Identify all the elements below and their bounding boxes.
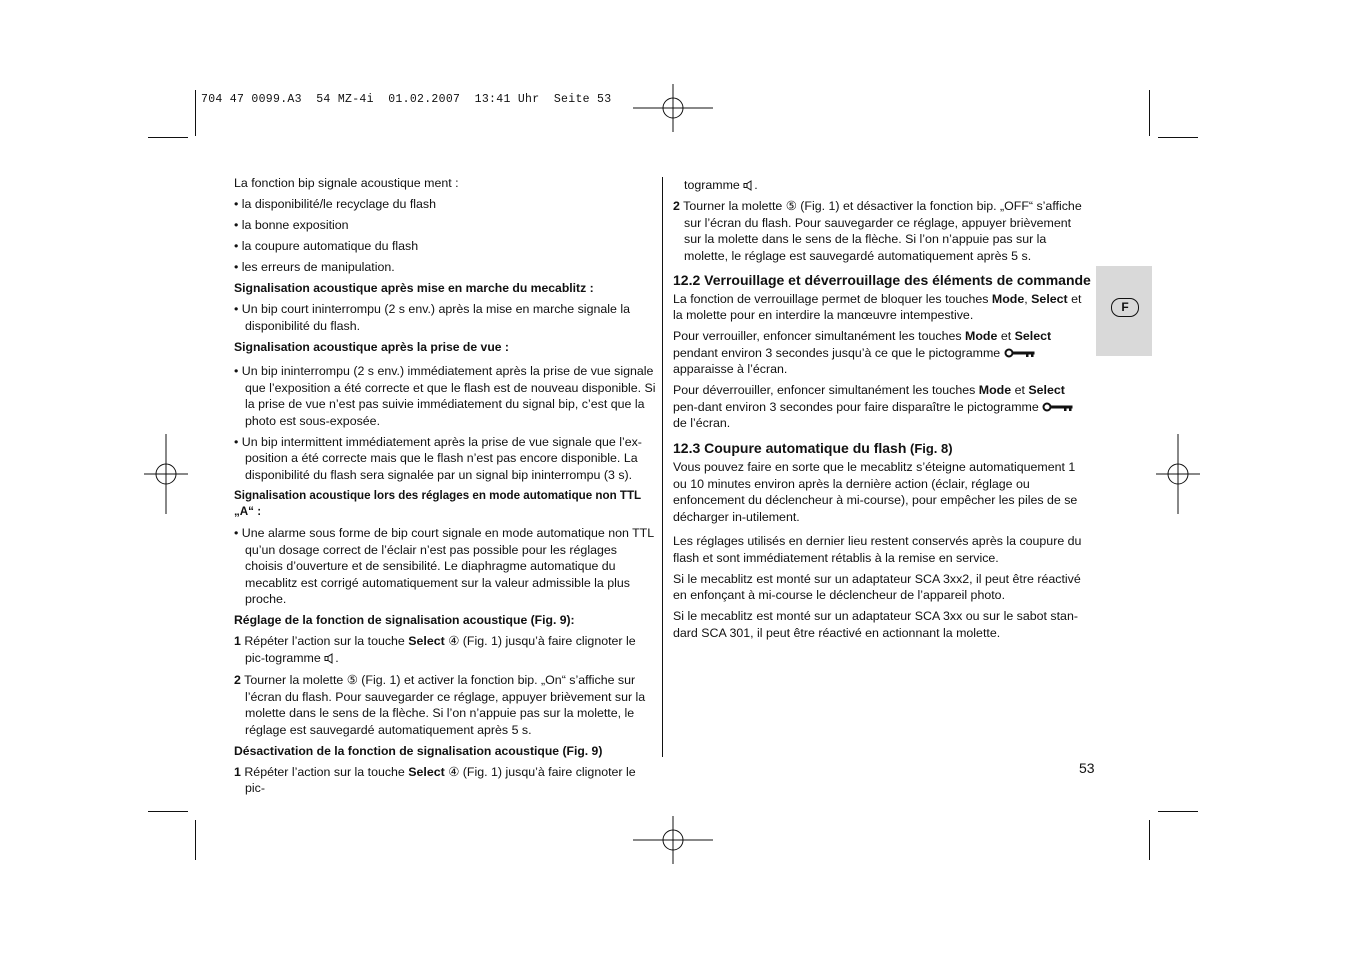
step-text: Tourner la molette ⑤ (Fig. 1) et activer la fonction bip. „On“ s’affiche sur l’écran du flash. Pour sauvegarder ce réglage, appuyer brièvement sur la molette dans le sens de la flèche. Si l’on n’appuie pas sur la molette, le réglage est sauvegardé automatiquement après 5 s.	[240, 673, 646, 737]
step-item	[234, 672, 658, 738]
step-text: ④ (Fig. 1) jusqu’à faire clignoter le pic-	[245, 764, 636, 795]
crop-mark	[195, 90, 196, 136]
step-text: Répéter l’action sur la touche	[240, 764, 409, 779]
speaker-icon	[324, 653, 335, 664]
list-item: • Un bip intermittent immédiatement après la prise de vue signale que l’ex-position a été correcte mais que le flash n’est pas encore disponible. La disponibilité du flash sera signalée par un signal bip ininterrompu (3 s).	[234, 434, 642, 482]
step-item	[673, 198, 1091, 264]
step-text: .	[335, 650, 339, 665]
list-item: • Un bip ininterrompu (2 s env.) immédiatement après la prise de vue signale que l’exposition a été correcte et que le flash est de nouveau disponible. Si la prise de vue n’est pas suivie immédiatement du signal bip, c’est que la photo est sous-exposée.	[234, 364, 656, 428]
section-title: 12.2 Verrouillage et déverrouillage des éléments de commande	[673, 272, 1091, 288]
registration-mark-icon	[633, 800, 713, 880]
section-heading: Réglage de la fonction de signalisation acoustique (Fig. 9):	[234, 613, 575, 627]
left-column	[234, 175, 658, 801]
paragraph: Si le mecablitz est monté sur un adaptateur SCA 3xx ou sur le sabot stan-dard SCA 301, il peut être réactivé en actionnant la molette.	[673, 609, 1078, 640]
crop-mark	[1149, 90, 1150, 136]
select-key-label: Select	[408, 634, 445, 648]
print-header: 704 47 0099.A3 54 MZ-4i 01.02.2007 13:41 Uhr Seite 53	[201, 93, 612, 106]
list-item: • Un bip court ininterrompu (2 s env.) après la mise en marche signale la disponibilité du flash.	[234, 302, 630, 333]
step-item	[234, 764, 658, 797]
page-number: 53	[1079, 760, 1095, 776]
step-number: 1	[234, 764, 241, 779]
crop-mark	[1149, 820, 1150, 860]
paragraph: Les réglages utilisés en dernier lieu restent conservés après la coupure du flash et sont immédiatement rétablis à la remise en service.	[673, 534, 1082, 565]
paragraph: Si le mecablitz est monté sur un adaptateur SCA 3xx2, il peut être réactivé en enfonçant à mi-course le déclencheur de l’appareil photo.	[673, 571, 1081, 602]
registration-mark-icon	[1138, 434, 1218, 514]
step-item	[234, 633, 658, 666]
select-key-label: Select	[1028, 383, 1065, 397]
speaker-icon	[743, 180, 754, 191]
paragraph: La fonction de verrouillage permet de bloquer les touches Mode, Select et la molette pour en interdire la manœuvre intempestive.	[673, 291, 1082, 322]
crop-mark	[1158, 137, 1198, 138]
list-item: • la bonne exposition	[234, 218, 349, 232]
select-key-label: Select	[408, 764, 445, 779]
language-tab	[1096, 266, 1152, 356]
crop-mark	[1158, 811, 1198, 812]
crop-mark	[195, 820, 196, 860]
crop-mark	[148, 811, 188, 812]
column-divider	[662, 177, 663, 757]
key-icon	[1042, 402, 1074, 412]
mode-key-label: Mode	[991, 291, 1025, 306]
step-text: Tourner la molette ⑤ (Fig. 1) et désactiver la fonction bip. „OFF“ s’affiche sur l’écran du flash. Pour sauvegarder ce réglage, appuyer brièvement sur la molette dans le sens de la flèche. Si l’on n’appuie pas sur la molette, le réglage est sauvegardé automatiquement après 5 s.	[679, 199, 1082, 263]
step-text: ④ (Fig. 1) jusqu’à faire clignoter le pic-togramme	[245, 634, 636, 665]
step-number: 1	[234, 634, 241, 648]
select-key-label: Select	[1031, 291, 1068, 306]
intro-text: La fonction bip signale acoustique ment :	[234, 176, 459, 190]
step-text: .	[754, 178, 758, 192]
step-text: Répéter l’action sur la touche	[240, 634, 409, 648]
list-item: • la disponibilité/le recyclage du flash	[234, 197, 437, 211]
step-number: 2	[673, 199, 680, 213]
registration-mark-icon	[633, 68, 713, 148]
select-key-label: Select	[1014, 329, 1052, 343]
paragraph: Vous pouvez faire en sorte que le mecablitz s’éteigne automatiquement 1 ou 10 minutes environ après la dernière action (éclair, réglage ou enfoncement du déclencheur à mi-course), pour empêcher les piles de se décharger in-utilement.	[673, 460, 1078, 524]
step-continuation	[673, 177, 1091, 194]
paragraph: Pour verrouiller, enfoncer simultanément les touches Mode et Select pendant environ 3 secondes jusqu’à ce que le pictogramme apparaisse à l’écran.	[673, 329, 1052, 376]
list-item: • les erreurs de manipulation.	[234, 260, 395, 274]
mode-key-label: Mode	[965, 329, 998, 343]
registration-mark-icon	[126, 434, 206, 514]
section-title: 12.3 Coupure automatique du flash (Fig. 8)	[673, 439, 953, 456]
crop-mark	[148, 137, 188, 138]
section-heading: Signalisation acoustique après la prise de vue :	[234, 339, 509, 354]
paragraph: Pour déverrouiller, enfoncer simultanément les touches Mode et Select pen-dant environ 3 secondes pour faire disparaître le pictogramme de l’écran.	[673, 382, 1091, 432]
list-item: • Une alarme sous forme de bip court signale en mode automatique non TTL qu’un dosage correct de l’éclair n’est pas possible pour les réglages choisis d’ouverture et de sensibilité. Le diaphragme automatique du mecablitz est corrigé automatiquement sur la valeur admissible la plus proche.	[234, 526, 654, 606]
key-icon	[1004, 348, 1036, 358]
section-heading: Signalisation acoustique lors des réglages en mode automatique non TTL „A“ :	[234, 488, 641, 518]
mode-key-label: Mode	[978, 383, 1012, 397]
section-heading: Signalisation acoustique après mise en marche du mecablitz :	[234, 281, 594, 295]
step-text: togramme	[684, 178, 744, 192]
language-tab-label: F	[1111, 298, 1139, 317]
section-heading: Désactivation de la fonction de signalisation acoustique (Fig. 9)	[234, 743, 603, 758]
list-item: • la coupure automatique du flash	[234, 239, 419, 253]
step-number: 2	[234, 673, 241, 687]
right-column	[673, 177, 1091, 646]
